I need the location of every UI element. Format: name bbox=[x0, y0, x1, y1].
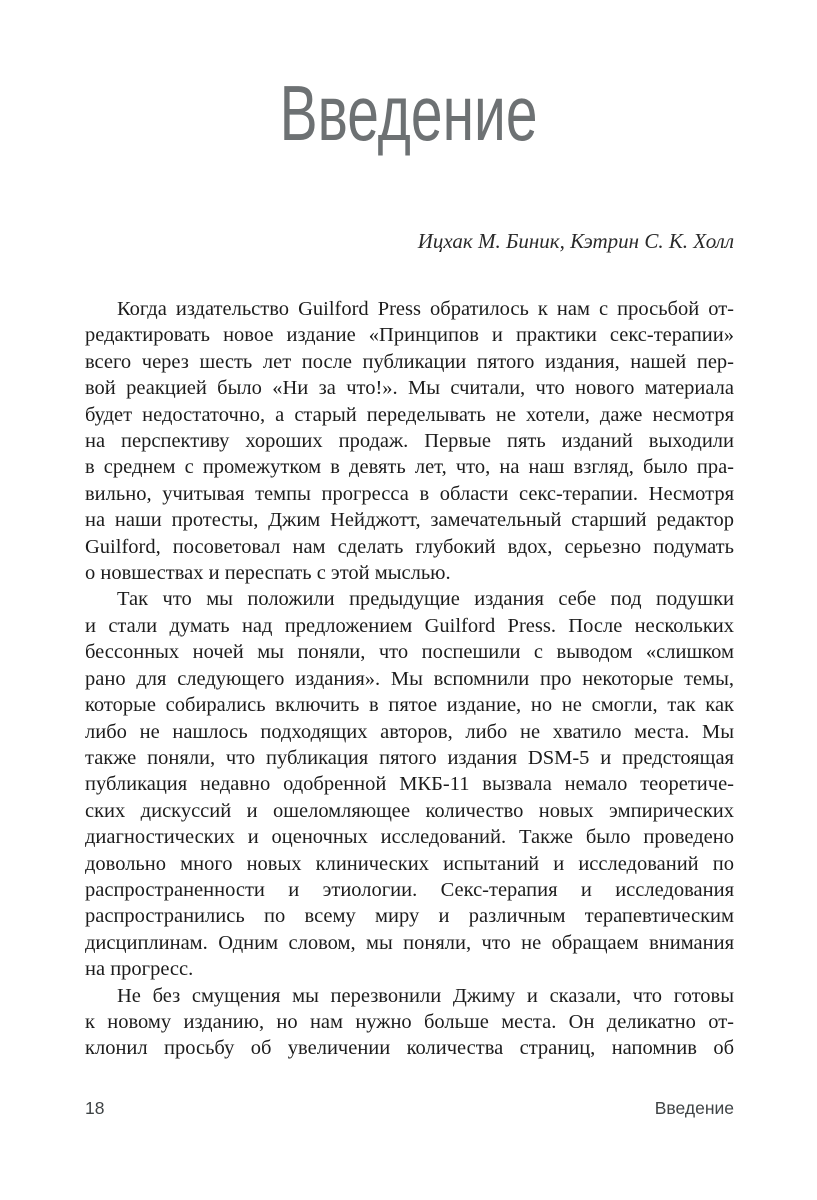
text-line: клонил просьбу об увеличении количества страниц, напомнив об bbox=[85, 1037, 734, 1060]
text-line: ских дискуссий и ошеломляющее количество новых эмпирических bbox=[85, 799, 734, 822]
text-line: на наши протесты, Джим Нейджотт, замечательный старший редактор bbox=[85, 509, 734, 532]
text-line: которые собирались включить в пятое издание, но не смогли, так как bbox=[85, 694, 734, 717]
paragraph bbox=[85, 296, 734, 586]
body-text bbox=[85, 296, 734, 1062]
chapter-title-text: Введение bbox=[279, 69, 538, 157]
text-line: бессонных ночей мы поняли, что поспешили с выводом «слишком bbox=[85, 641, 734, 664]
text-line: рано для следующего издания». Мы вспомнили про некоторые темы, bbox=[85, 667, 734, 690]
chapter-title bbox=[0, 69, 817, 157]
text-line: будет недостаточно, а старый переделывать не хотели, даже несмотря bbox=[85, 403, 734, 426]
text-line: к новому изданию, но нам нужно больше места. Он деликатно от- bbox=[85, 1010, 734, 1033]
paragraph bbox=[85, 983, 734, 1062]
text-line: в среднем с промежутком в девять лет, что, на наш взгляд, было пра- bbox=[85, 456, 734, 479]
text-line: вой реакцией было «Ни за что!». Мы считали, что нового материала bbox=[85, 377, 734, 400]
text-line: публикация недавно одобренной МКБ-11 вызвала немало теоретиче- bbox=[85, 773, 734, 796]
text-line: вильно, учитывая темпы прогресса в области секс-терапии. Несмотря bbox=[85, 482, 734, 505]
text-line: также поняли, что публикация пятого издания DSM-5 и предстоящая bbox=[85, 746, 734, 769]
running-head: Введение bbox=[654, 1098, 734, 1118]
text-line: Guilford, посоветовал нам сделать глубокий вдох, серьезно подумать bbox=[85, 535, 734, 558]
text-line: и стали думать над предложением Guilford Press. После нескольких bbox=[85, 614, 734, 637]
text-line: Так что мы положили предыдущие издания себе под подушки bbox=[117, 588, 734, 611]
text-line: распространились по всему миру и различным терапевтическим bbox=[85, 905, 734, 928]
text-line: о новшествах и переспать с этой мыслью. bbox=[85, 562, 451, 585]
paragraph bbox=[85, 586, 734, 982]
page-number: 18 bbox=[85, 1098, 105, 1118]
text-line: диагностических и оценочных исследований. Также было проведено bbox=[85, 826, 734, 849]
text-line: дисциплинам. Одним словом, мы поняли, что не обращаем внимания bbox=[85, 931, 734, 954]
text-line: всего через шесть лет после публикации пятого издания, нашей пер- bbox=[85, 350, 734, 373]
author-byline: Ицхак М. Биник, Кэтрин С. К. Холл bbox=[417, 229, 734, 253]
text-line: Не без смущения мы перезвонили Джиму и сказали, что готовы bbox=[117, 984, 734, 1007]
text-line: на прогресс. bbox=[85, 958, 194, 981]
text-line: Когда издательство Guilford Press обратилось к нам с просьбой от- bbox=[117, 298, 734, 320]
page-footer bbox=[85, 1097, 734, 1119]
text-line: либо не нашлось подходящих авторов, либо не хватило места. Мы bbox=[85, 720, 734, 743]
text-line: редактировать новое издание «Принципов и практики секс-терапии» bbox=[85, 324, 734, 347]
text-line: довольно много новых клинических испытаний и исследований по bbox=[85, 852, 734, 875]
text-line: на перспективу хороших продаж. Первые пять изданий выходили bbox=[85, 430, 734, 453]
text-line: распространенности и этиологии. Секс-терапия и исследования bbox=[85, 878, 734, 901]
